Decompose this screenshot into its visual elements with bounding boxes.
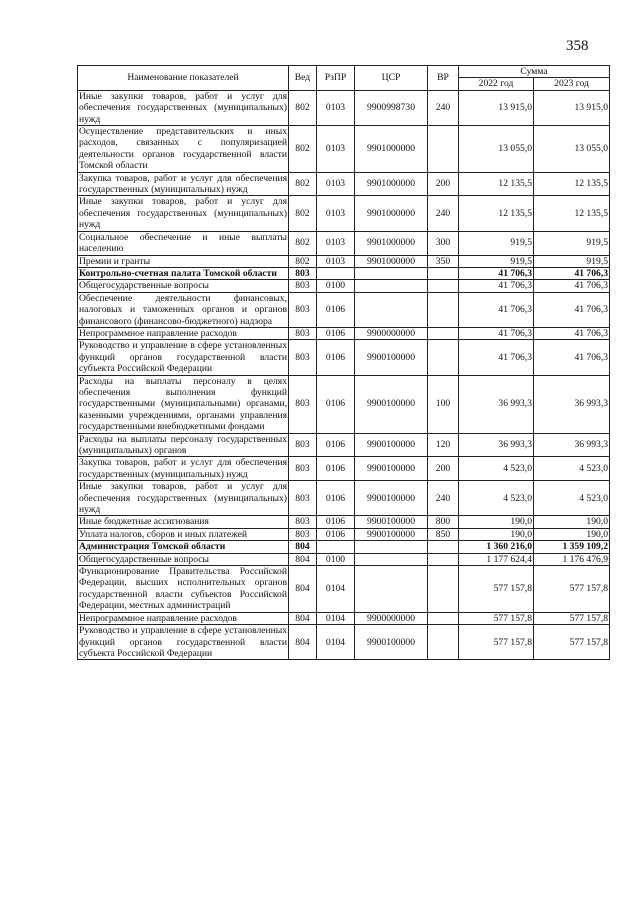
- row-csr: [355, 292, 428, 327]
- table-row: [78, 340, 610, 375]
- row-name: Иные бюджетные ассигнования: [78, 516, 289, 528]
- row-rzpr: 0100: [317, 553, 355, 565]
- row-ved: 803: [289, 457, 317, 481]
- row-vr: 240: [428, 90, 459, 125]
- row-name: Премии и гранты: [78, 255, 289, 267]
- table-row: [78, 528, 610, 540]
- row-name: Руководство и управление в сфере установленных функций органов государственной власти субъекта Российской Федерации: [79, 340, 287, 375]
- row-name: Расходы на выплаты персоналу государственных (муниципальных) органов: [79, 433, 287, 456]
- table-row: [78, 481, 610, 516]
- row-rzpr: 0103: [317, 172, 355, 196]
- table-row: [78, 516, 610, 528]
- row-sum-2023: 4 523,0: [534, 481, 610, 516]
- row-sum-2022: 4 523,0: [459, 481, 534, 516]
- row-vr: [428, 126, 459, 173]
- row-csr: [355, 280, 428, 292]
- row-csr: 9900000000: [355, 612, 428, 624]
- row-vr: [428, 340, 459, 375]
- row-csr: 9901000000: [355, 231, 428, 255]
- header-2022: 2022 год: [459, 78, 534, 90]
- row-vr: [428, 292, 459, 327]
- row-sum-2022: 41 706,3: [459, 327, 534, 339]
- row-csr: 9900100000: [355, 516, 428, 528]
- row-name: Закупка товаров, работ и услуг для обеспечения государственных (муниципальных) нужд: [79, 172, 287, 196]
- table-row: [78, 126, 610, 173]
- row-sum-2022: 13 055,0: [459, 126, 534, 173]
- table-body: [78, 90, 610, 660]
- table-row: [78, 196, 610, 231]
- row-ved: 803: [289, 280, 317, 292]
- table-row: [78, 566, 610, 613]
- row-sum-2022: 4 523,0: [459, 457, 534, 481]
- row-rzpr: 0106: [317, 516, 355, 528]
- row-rzpr: 0106: [317, 292, 355, 327]
- row-vr: [428, 566, 459, 613]
- row-name: Администрация Томской области: [78, 541, 289, 553]
- row-name: Расходы на выплаты персоналу в целях обеспечения выполнения функций государственными (муниципальными) органами, казенными учреждениями, органами управления государственными внебюджетными фондами: [79, 375, 287, 433]
- row-vr: 850: [428, 528, 459, 540]
- row-sum-2023: 190,0: [534, 528, 610, 540]
- row-name: Иные закупки товаров, работ и услуг для обеспечения государственных (муниципальных) нужд: [79, 196, 287, 231]
- table-row: [78, 625, 610, 660]
- row-csr: 9900100000: [355, 433, 428, 457]
- row-sum-2022: 36 993,3: [459, 375, 534, 433]
- row-sum-2023: 13 055,0: [534, 126, 610, 173]
- row-sum-2023: 41 706,3: [534, 340, 610, 375]
- row-sum-2022: 577 157,8: [459, 625, 534, 660]
- row-ved: 803: [289, 528, 317, 540]
- row-ved: 803: [289, 327, 317, 339]
- row-sum-2023: 12 135,5: [534, 196, 610, 231]
- row-sum-2022: 36 993,3: [459, 433, 534, 457]
- table-row: [78, 612, 610, 624]
- row-name: Непрограммное направление расходов: [78, 612, 289, 624]
- row-sum-2023: 12 135,5: [534, 172, 610, 196]
- row-vr: 100: [428, 375, 459, 433]
- row-ved: 802: [289, 196, 317, 231]
- table-row: [78, 267, 610, 279]
- row-csr: 9900100000: [355, 375, 428, 433]
- row-ved: 804: [289, 566, 317, 613]
- row-vr: [428, 541, 459, 553]
- row-rzpr: 0106: [317, 528, 355, 540]
- row-vr: [428, 267, 459, 279]
- row-vr: [428, 280, 459, 292]
- row-sum-2022: 41 706,3: [459, 292, 534, 327]
- row-sum-2023: 36 993,3: [534, 375, 610, 433]
- table-row: [78, 172, 610, 196]
- row-name: Контрольно-счетная палата Томской области: [78, 267, 289, 279]
- row-name: Функционирование Правительства Российской Федерации, высших исполнительных органов государственной власти субъектов Российской Федерации, местных администраций: [79, 566, 287, 612]
- row-rzpr: 0106: [317, 375, 355, 433]
- row-sum-2022: 577 157,8: [459, 566, 534, 613]
- row-ved: 803: [289, 516, 317, 528]
- row-sum-2023: 919,5: [534, 255, 610, 267]
- row-name: Социальное обеспечение и иные выплаты населению: [79, 231, 287, 255]
- row-sum-2022: 919,5: [459, 255, 534, 267]
- row-sum-2022: 13 915,0: [459, 90, 534, 125]
- row-sum-2023: 190,0: [534, 516, 610, 528]
- header-name: Наименование показателей: [78, 66, 289, 91]
- row-rzpr: 0104: [317, 625, 355, 660]
- row-rzpr: 0103: [317, 126, 355, 173]
- row-vr: [428, 625, 459, 660]
- row-ved: 803: [289, 433, 317, 457]
- row-sum-2023: 36 993,3: [534, 433, 610, 457]
- row-ved: 803: [289, 340, 317, 375]
- budget-table: [77, 65, 610, 660]
- row-rzpr: 0104: [317, 612, 355, 624]
- table-row: [78, 375, 610, 433]
- row-csr: 9901000000: [355, 255, 428, 267]
- row-csr: 9900100000: [355, 481, 428, 516]
- row-name: Уплата налогов, сборов и иных платежей: [78, 528, 289, 540]
- row-sum-2022: 12 135,5: [459, 196, 534, 231]
- row-csr: 9900100000: [355, 340, 428, 375]
- row-csr: 9900100000: [355, 625, 428, 660]
- row-csr: [355, 566, 428, 613]
- table-row: [78, 433, 610, 457]
- row-vr: 200: [428, 457, 459, 481]
- table-row: [78, 327, 610, 339]
- row-rzpr: 0100: [317, 280, 355, 292]
- row-rzpr: 0106: [317, 457, 355, 481]
- row-csr: 9900000000: [355, 327, 428, 339]
- header-2023: 2023 год: [534, 78, 610, 90]
- row-vr: [428, 327, 459, 339]
- row-csr: 9900100000: [355, 528, 428, 540]
- row-ved: 803: [289, 267, 317, 279]
- row-sum-2023: 13 915,0: [534, 90, 610, 125]
- row-ved: 803: [289, 481, 317, 516]
- row-sum-2023: 577 157,8: [534, 566, 610, 613]
- row-sum-2022: 41 706,3: [459, 340, 534, 375]
- row-ved: 802: [289, 255, 317, 267]
- row-sum-2023: 4 523,0: [534, 457, 610, 481]
- row-ved: 802: [289, 126, 317, 173]
- page-number: 358: [566, 38, 589, 54]
- row-name: Иные закупки товаров, работ и услуг для обеспечения государственных (муниципальных) нужд: [79, 481, 287, 516]
- row-name: Иные закупки товаров, работ и услуг для обеспечения государственных (муниципальных) нужд: [79, 90, 287, 125]
- row-sum-2023: 1 359 109,2: [534, 541, 610, 553]
- row-name: Общегосударственные вопросы: [78, 280, 289, 292]
- row-csr: 9901000000: [355, 196, 428, 231]
- header-csr: ЦСР: [355, 66, 428, 91]
- table-row: [78, 553, 610, 565]
- row-sum-2023: 577 157,8: [534, 612, 610, 624]
- row-vr: 350: [428, 255, 459, 267]
- row-name: Непрограммное направление расходов: [78, 327, 289, 339]
- row-ved: 803: [289, 375, 317, 433]
- row-csr: [355, 267, 428, 279]
- row-ved: 802: [289, 90, 317, 125]
- row-rzpr: [317, 267, 355, 279]
- row-vr: 120: [428, 433, 459, 457]
- row-name: Закупка товаров, работ и услуг для обеспечения государственных (муниципальных) нужд: [79, 457, 287, 480]
- row-csr: 9901000000: [355, 126, 428, 173]
- row-sum-2023: 41 706,3: [534, 327, 610, 339]
- table-row: [78, 457, 610, 481]
- row-sum-2023: 41 706,3: [534, 267, 610, 279]
- row-ved: 804: [289, 541, 317, 553]
- row-ved: 804: [289, 553, 317, 565]
- row-rzpr: 0106: [317, 433, 355, 457]
- row-name: Руководство и управление в сфере установленных функций органов государственной власти субъекта Российской Федерации: [79, 625, 287, 659]
- row-rzpr: 0106: [317, 327, 355, 339]
- row-name: Осуществление представительских и иных расходов, связанных с популяризацией деятельности органов государственной власти Томской области: [79, 126, 287, 172]
- row-vr: 300: [428, 231, 459, 255]
- table-row: [78, 255, 610, 267]
- row-vr: 240: [428, 196, 459, 231]
- row-csr: [355, 541, 428, 553]
- row-rzpr: 0106: [317, 340, 355, 375]
- row-sum-2022: 1 360 216,0: [459, 541, 534, 553]
- row-vr: 200: [428, 172, 459, 196]
- row-ved: 803: [289, 292, 317, 327]
- row-sum-2022: 577 157,8: [459, 612, 534, 624]
- row-sum-2022: 919,5: [459, 231, 534, 255]
- row-ved: 802: [289, 172, 317, 196]
- row-csr: [355, 553, 428, 565]
- row-sum-2022: 190,0: [459, 528, 534, 540]
- header-sum: Сумма: [459, 66, 610, 78]
- row-ved: 804: [289, 625, 317, 660]
- row-sum-2022: 41 706,3: [459, 280, 534, 292]
- header-rzpr: РзПР: [317, 66, 355, 91]
- row-sum-2022: 190,0: [459, 516, 534, 528]
- row-rzpr: 0103: [317, 255, 355, 267]
- row-sum-2023: 41 706,3: [534, 280, 610, 292]
- row-vr: 800: [428, 516, 459, 528]
- header-vr: ВР: [428, 66, 459, 91]
- row-rzpr: 0103: [317, 90, 355, 125]
- row-sum-2023: 577 157,8: [534, 625, 610, 660]
- row-name: Общегосударственные вопросы: [78, 553, 289, 565]
- row-vr: [428, 612, 459, 624]
- row-sum-2023: 919,5: [534, 231, 610, 255]
- row-rzpr: 0104: [317, 566, 355, 613]
- row-sum-2023: 41 706,3: [534, 292, 610, 327]
- row-rzpr: 0103: [317, 196, 355, 231]
- row-sum-2022: 1 177 624,4: [459, 553, 534, 565]
- row-sum-2023: 1 176 476,9: [534, 553, 610, 565]
- row-sum-2022: 12 135,5: [459, 172, 534, 196]
- table-row: [78, 292, 610, 327]
- row-ved: 802: [289, 231, 317, 255]
- row-rzpr: 0106: [317, 481, 355, 516]
- row-rzpr: [317, 541, 355, 553]
- header-ved: Вед: [289, 66, 317, 91]
- row-vr: [428, 553, 459, 565]
- table-row: [78, 280, 610, 292]
- row-csr: 9900100000: [355, 457, 428, 481]
- table-row: [78, 90, 610, 125]
- row-sum-2022: 41 706,3: [459, 267, 534, 279]
- row-csr: 9901000000: [355, 172, 428, 196]
- row-csr: 9900998730: [355, 90, 428, 125]
- row-ved: 804: [289, 612, 317, 624]
- row-vr: 240: [428, 481, 459, 516]
- table-row: [78, 231, 610, 255]
- row-rzpr: 0103: [317, 231, 355, 255]
- row-name: Обеспечение деятельности финансовых, налоговых и таможенных органов и органов финансового (финансово-бюджетного) надзора: [79, 292, 287, 327]
- table-row: [78, 541, 610, 553]
